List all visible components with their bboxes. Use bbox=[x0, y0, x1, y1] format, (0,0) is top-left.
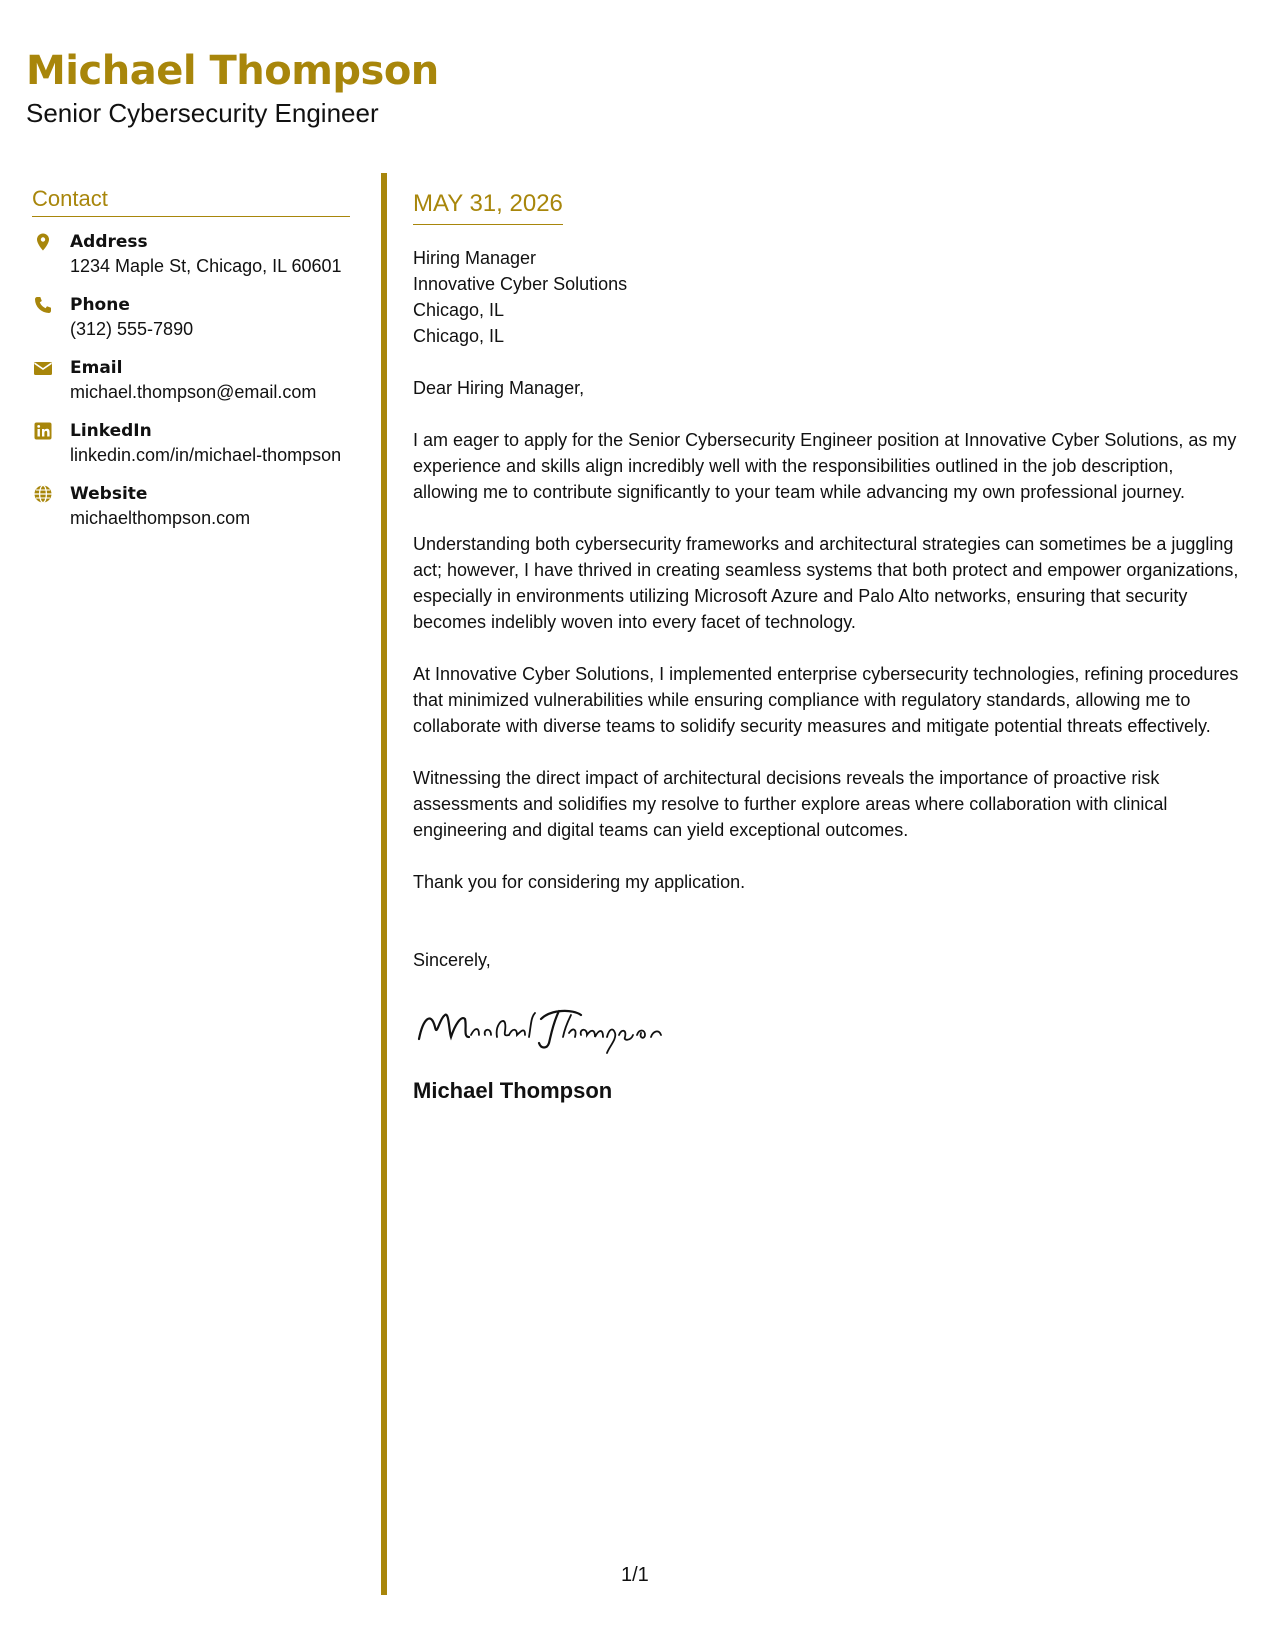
signer-name: Michael Thompson bbox=[413, 1078, 613, 1103]
contact-list bbox=[32, 231, 350, 531]
phone-icon bbox=[33, 295, 53, 315]
closing: Sincerely, bbox=[413, 950, 491, 970]
phone-value[interactable]: (312) 555-7890 bbox=[70, 319, 194, 339]
letter-paragraph: At Innovative Cyber Solutions, I implemented enterprise cybersecurity technologies, refining procedures that minimized vulnerabilities while ensuring compliance with regulatory standards, allowing me to collaborate with diverse teams to solidify security measures and mitigate potential threats effectively. bbox=[413, 664, 1239, 736]
letter-paragraph: Thank you for considering my application. bbox=[413, 872, 746, 892]
letter-paragraph: I am eager to apply for the Senior Cybersecurity Engineer position at Innovative Cyber Solutions, as my experience and skills align incredibly well with the responsibilities outlined in the job description, allowing me to contribute significantly to your team while advancing my own professional journey. bbox=[413, 430, 1237, 502]
email-value[interactable]: michael.thompson@email.com bbox=[70, 382, 317, 402]
website-value[interactable]: michaelthompson.com bbox=[70, 508, 251, 528]
contact-item-email bbox=[32, 357, 350, 405]
applicant-title: Senior Cybersecurity Engineer bbox=[26, 98, 379, 128]
contact-sidebar bbox=[32, 186, 350, 546]
contact-label: Phone bbox=[70, 295, 130, 315]
linkedin-icon bbox=[33, 421, 53, 441]
contact-item-linkedin bbox=[32, 420, 350, 468]
contact-label: Email bbox=[70, 358, 123, 378]
recipient-block bbox=[413, 245, 1243, 349]
applicant-name: Michael Thompson bbox=[26, 48, 439, 94]
location-pin-icon bbox=[33, 232, 53, 252]
vertical-divider bbox=[381, 173, 387, 1595]
address-value: 1234 Maple St, Chicago, IL 60601 bbox=[70, 256, 342, 276]
contact-label: LinkedIn bbox=[70, 421, 152, 441]
recipient-line: Chicago, IL bbox=[413, 300, 505, 320]
salutation: Dear Hiring Manager, bbox=[413, 378, 585, 398]
recipient-line: Hiring Manager bbox=[413, 248, 537, 268]
page-number: 1/1 bbox=[621, 1564, 649, 1586]
contact-heading: Contact bbox=[32, 186, 350, 217]
contact-label: Address bbox=[70, 232, 148, 252]
letter-paragraph: Witnessing the direct impact of architectural decisions reveals the importance of proactive risk assessments and solidifies my resolve to further explore areas where collaboration with clinical engineering and digital teams can yield exceptional outcomes. bbox=[413, 768, 1168, 840]
letter-body bbox=[413, 190, 1243, 1104]
recipient-line: Chicago, IL bbox=[413, 326, 505, 346]
globe-icon bbox=[33, 484, 53, 504]
recipient-line: Innovative Cyber Solutions bbox=[413, 274, 628, 294]
contact-item-address bbox=[32, 231, 350, 279]
linkedin-value[interactable]: linkedin.com/in/michael-thompson bbox=[70, 445, 342, 465]
handwritten-signature bbox=[413, 997, 673, 1057]
contact-item-phone bbox=[32, 294, 350, 342]
envelope-icon bbox=[33, 358, 53, 378]
contact-item-website bbox=[32, 483, 350, 531]
contact-label: Website bbox=[70, 484, 148, 504]
letter-date: MAY 31, 2026 bbox=[413, 190, 563, 225]
letter-paragraph: Understanding both cybersecurity frameworks and architectural strategies can sometimes be a juggling act; however, I have thrived in creating seamless systems that both protect and empower organizations, especially in environments utilizing Microsoft Azure and Palo Alto networks, ensuring that security becomes indelibly woven into every facet of technology. bbox=[413, 534, 1239, 632]
